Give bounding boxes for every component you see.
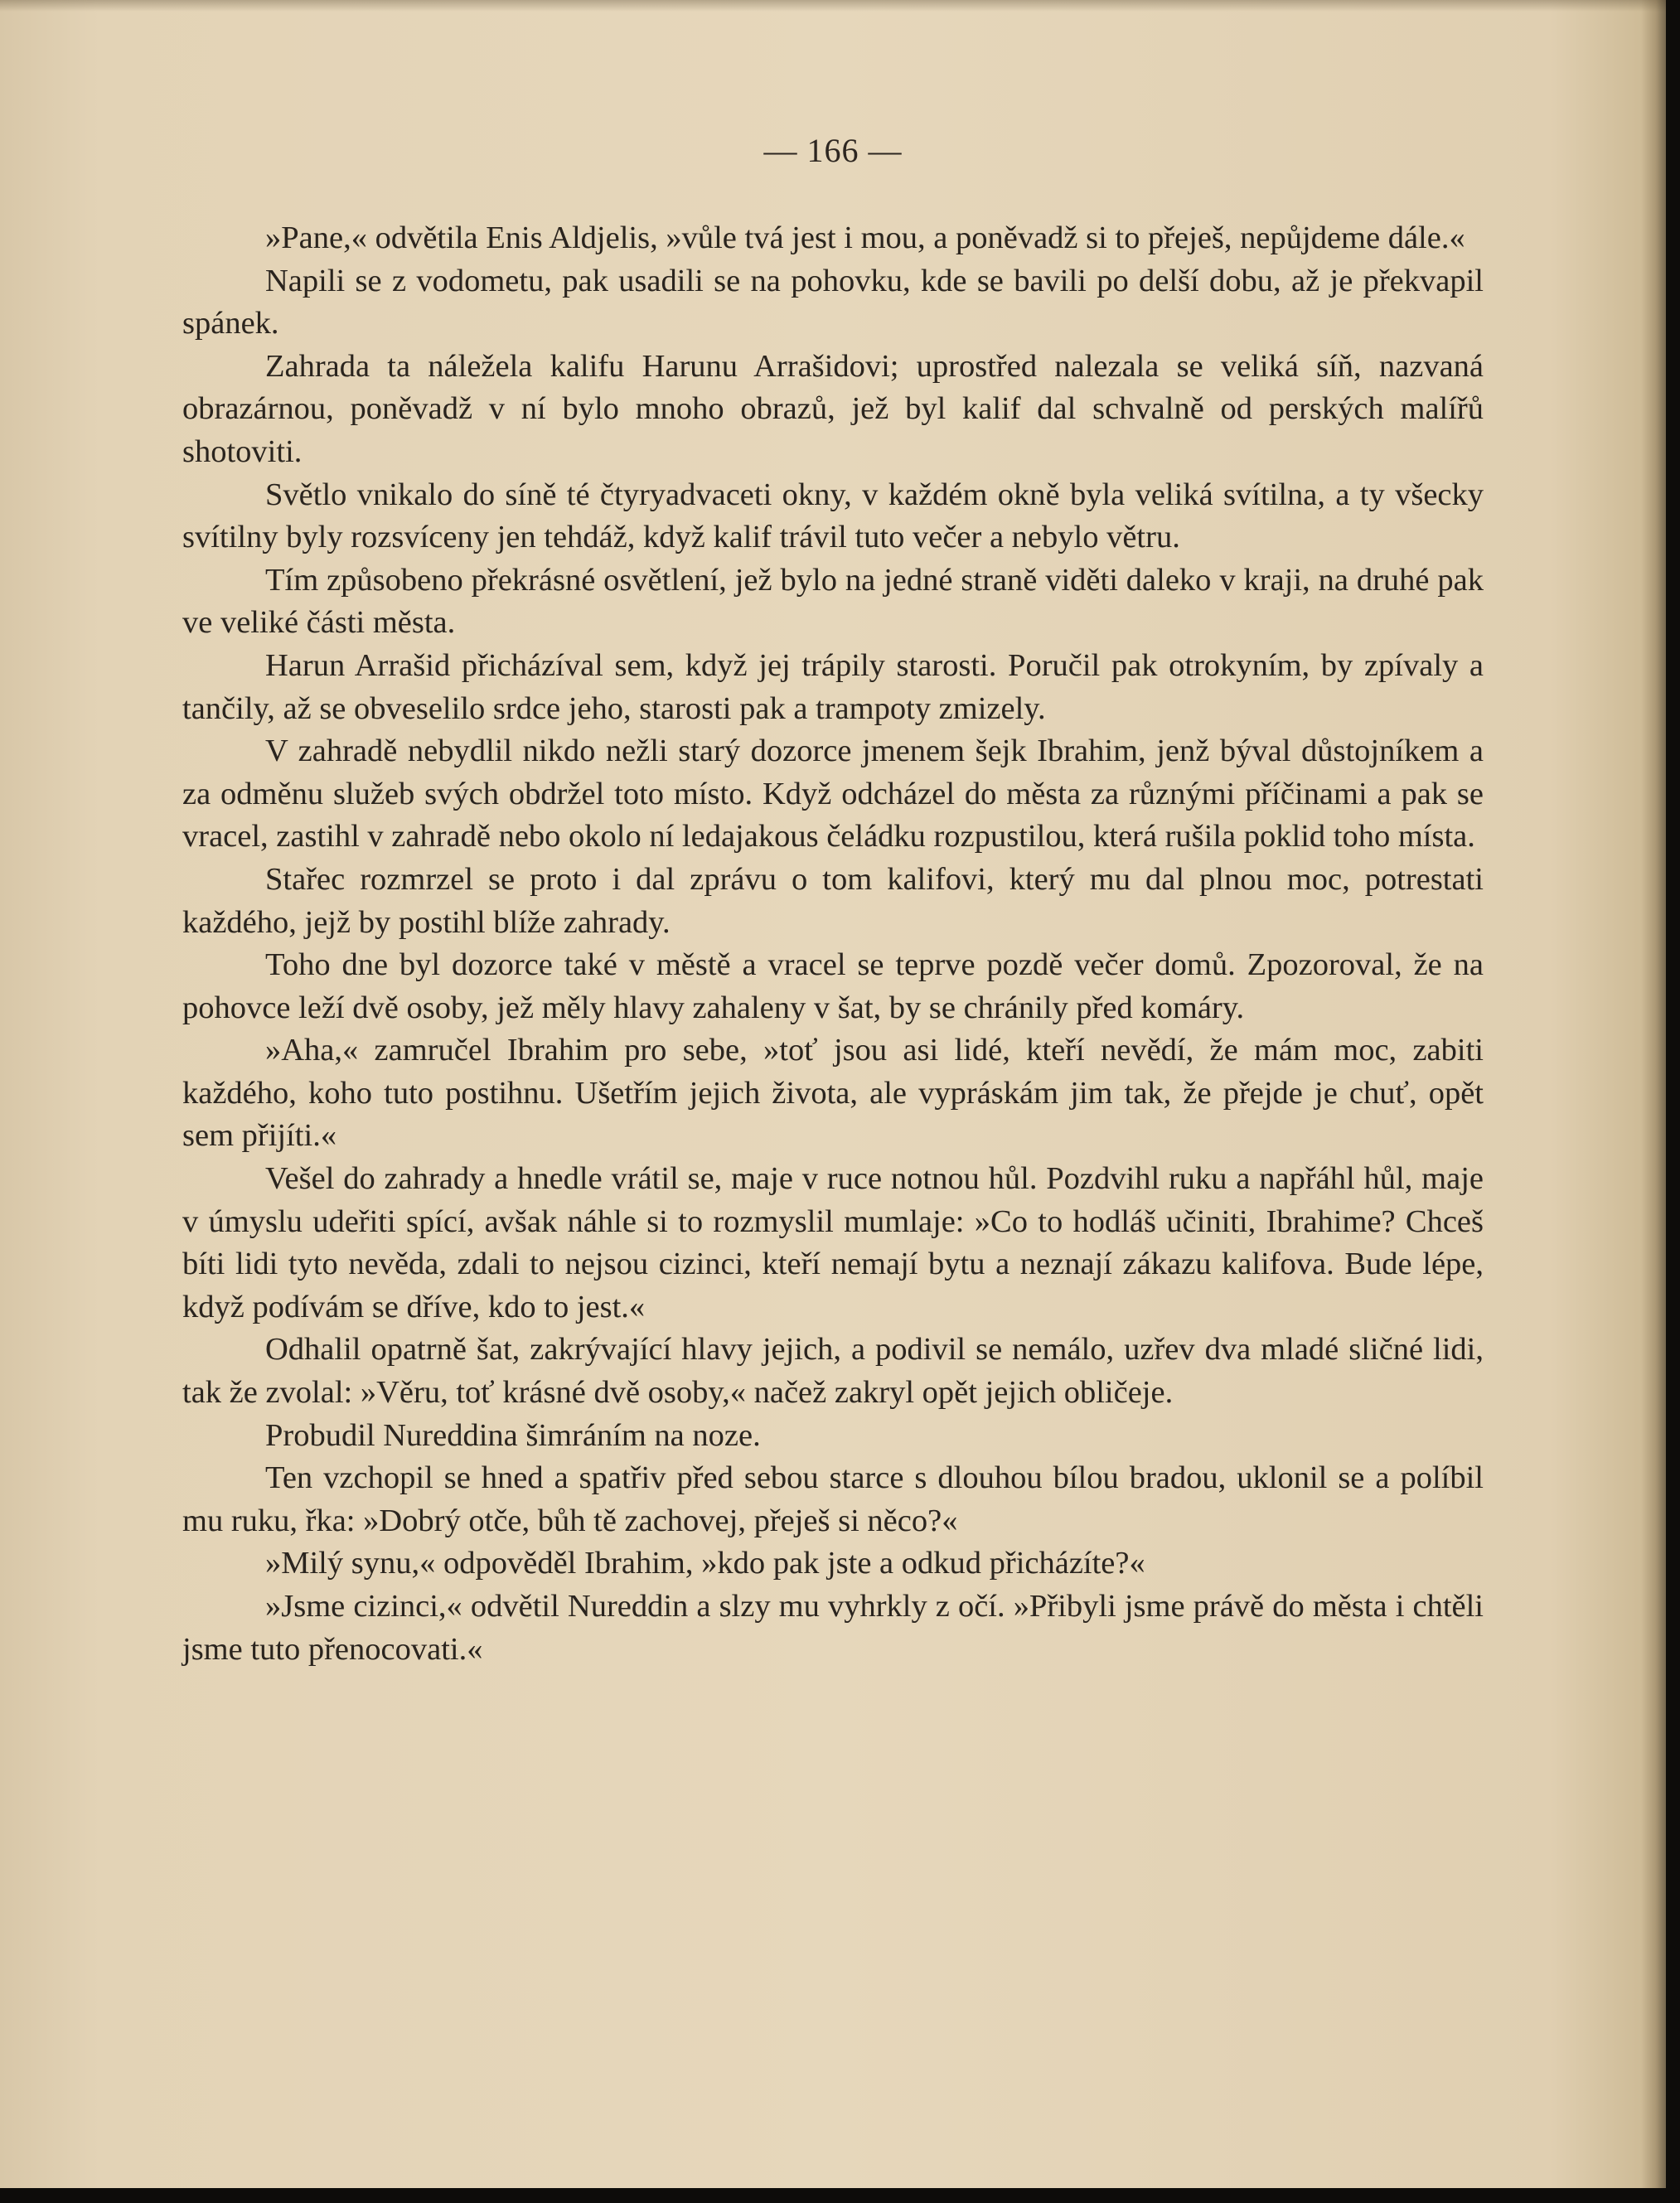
- paragraph: Harun Arrašid přicházíval sem, když jej trápily starosti. Poručil pak otrokyním, by zpívaly a tančily, až se obveselilo srdce jeho, starosti pak a trampoty zmizely.: [182, 647, 1484, 726]
- paragraph: Napili se z vodometu, pak usadili se na pohovku, kde se bavili po delší dobu, až je překvapil spánek.: [182, 263, 1484, 341]
- paragraph: Vešel do zahrady a hnedle vrátil se, maje v ruce notnou hůl. Pozdvihl ruku a napřáhl hůl, maje v úmyslu udeřiti spící, avšak náhle si to rozmyslil mumlaje: »Co to hodláš učiniti, Ibrahime? Chceš bíti lidi tyto nevěda, zdali to nejsou cizinci, kteří nemají bytu a neznají zákazu kalifova. Bude lépe, když podívám se dříve, kdo to jest.«: [182, 1161, 1484, 1324]
- page-binding-shadow: [1641, 0, 1666, 2188]
- paragraph: Toho dne byl dozorce také v městě a vracel se teprve pozdě večer domů. Zpozoroval, že na pohovce leží dvě osoby, jež měly hlavy zahaleny v šat, by se chránily před komáry.: [182, 947, 1484, 1025]
- paragraph: Světlo vnikalo do síně té čtyryadvaceti okny, v každém okně byla veliká svítilna, a ty všecky svítilny byly rozsvíceny jen tehdáž, když kalif trávil tuto večer a nebylo větru.: [182, 477, 1484, 555]
- paragraph: »Pane,« odvětila Enis Aldjelis, »vůle tvá jest i mou, a poněvadž si to přeješ, nepůjdeme dále.«: [265, 220, 1465, 255]
- paragraph: »Jsme cizinci,« odvětil Nureddin a slzy mu vyhrkly z očí. »Přibyli jsme právě do města i chtěli jsme tuto přenocovati.«: [182, 1589, 1484, 1667]
- paragraph: Stařec rozmrzel se proto i dal zprávu o tom kalifovi, který mu dal plnou moc, potrestati každého, jejž by postihl blíže zahrady.: [182, 861, 1484, 940]
- paragraph: V zahradě nebydlil nikdo nežli starý dozorce jmenem šejk Ibrahim, jenž býval důstojníkem a za odměnu služeb svých obdržel toto místo. Když odcházel do města za různými příčinami a pak se vracel, zastihl v zahradě nebo okolo ní ledajakous čeládku rozpustilou, která rušila poklid toho místa.: [182, 734, 1484, 855]
- body-text: [182, 217, 1484, 1671]
- page-top-shadow: [0, 0, 1666, 12]
- paragraph: »Milý synu,« odpověděl Ibrahim, »kdo pak jste a odkud přicházíte?«: [265, 1546, 1145, 1581]
- paragraph: »Aha,« zamručel Ibrahim pro sebe, »toť jsou asi lidé, kteří nevědí, že mám moc, zabiti každého, koho tuto postihnu. Ušetřím jejich života, ale vypráskám jim tak, že přejde je chuť, opět sem přijíti.«: [182, 1033, 1484, 1154]
- page-number: — 166 —: [763, 132, 903, 169]
- paragraph: Tím způsobeno překrásné osvětlení, jež bylo na jedné straně viděti daleko v kraji, na druhé pak ve veliké části města.: [182, 562, 1484, 641]
- paragraph: Ten vzchopil se hned a spatřiv před sebou starce s dlouhou bílou bradou, uklonil se a políbil mu ruku, řka: »Dobrý otče, bůh tě zachovej, přeješ si něco?«: [182, 1460, 1484, 1538]
- paragraph: Probudil Nureddina šimráním na noze.: [265, 1417, 761, 1453]
- paragraph: Odhalil opatrně šat, zakrývající hlavy jejich, a podivil se nemálo, uzřev dva mladé sličné lidi, tak že zvolal: »Věru, toť krásné dvě osoby,« načež zakryl opět jejich obličeje.: [182, 1332, 1484, 1411]
- paragraph: Zahrada ta náležela kalifu Harunu Arrašidovi; uprostřed nalezala se veliká síň, nazvaná obrazárnou, poněvadž v ní bylo mnoho obrazů, jež byl kalif dal schvalně od perských malířů shotoviti.: [182, 348, 1484, 469]
